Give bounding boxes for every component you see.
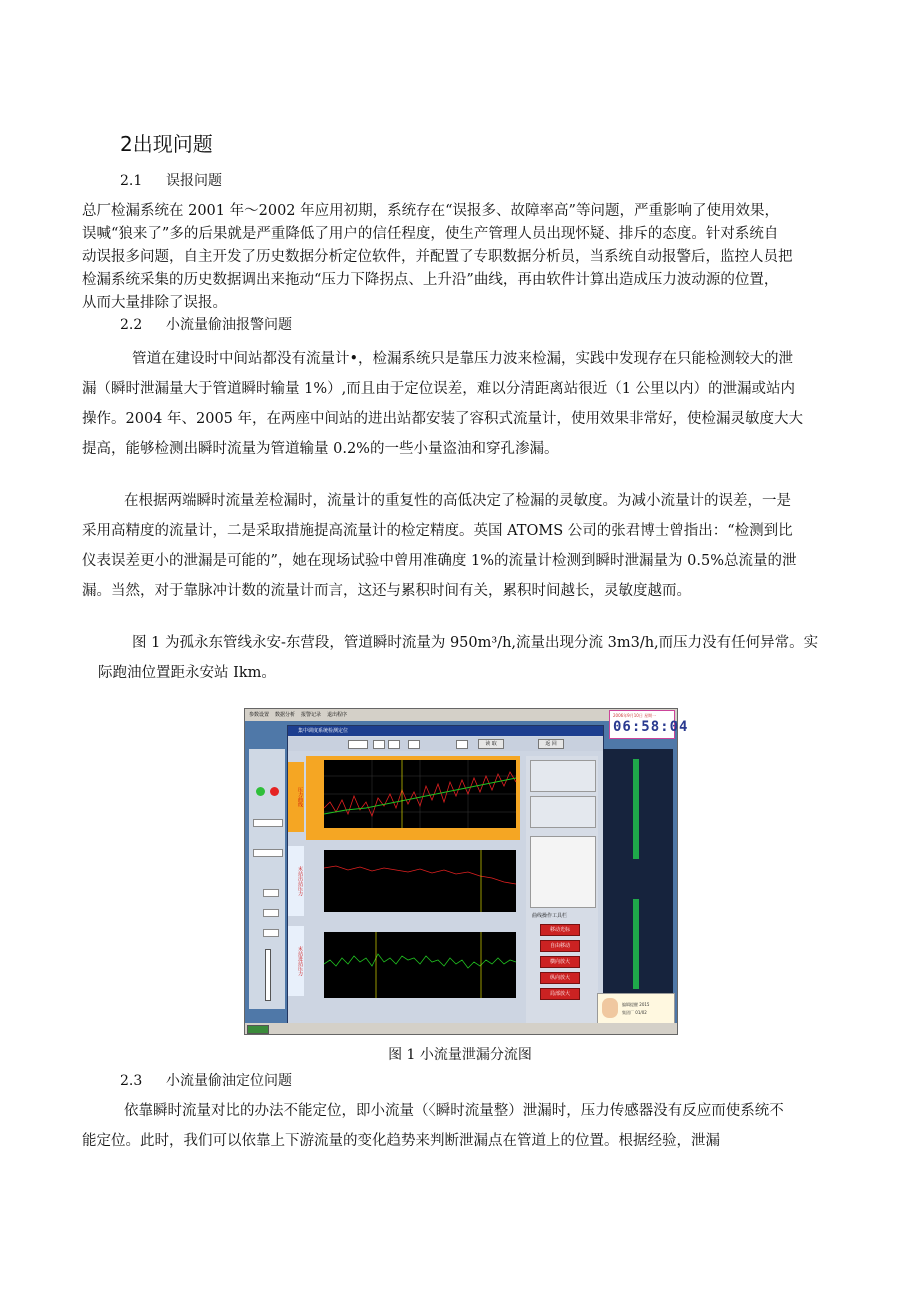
subsection-2-1-heading [120, 170, 222, 190]
paragraph-small-flow-alarm [82, 344, 862, 464]
start-button[interactable] [247, 1025, 269, 1034]
section-title: 出现问题 [132, 132, 213, 156]
text-line: 误喊“狼来了”多的后果就是严重降低了用户的信任程度，使生产管理人员出现怀疑、排斥的态度。针对系统自 [82, 226, 779, 242]
avatar-icon [602, 998, 618, 1018]
outbound-pressure-chart [306, 848, 520, 924]
inbound-pressure-chart [306, 930, 520, 1010]
text-line: 提高，能够检测出瞬时流量为管道输量 0.2%的一些小量盗油和穿孔渗漏。 [82, 441, 559, 457]
pressure-trend-chart [306, 756, 520, 840]
left-status-panel [249, 749, 285, 1009]
text-line: 际跑油位置距永安站 Ikm。 [98, 665, 276, 681]
clock-panel [609, 710, 689, 739]
figure-caption: 图 1 小流量泄漏分流图 [388, 1047, 532, 1063]
tab-inbound-pressure[interactable]: 末站进站压力 [288, 926, 304, 996]
taskbar [245, 1023, 677, 1034]
text-line: 仪表误差更小的泄漏是可能的”，她在现场试验中曾用准确度 1%的流量计检测到瞬时泄漏量为 0.5%总流量的泄 [82, 553, 797, 569]
text-line: 依靠瞬时流量对比的办法不能定位，即小流量（〈瞬时流量整）泄漏时，压力传感器没有反应而使系统不 [124, 1103, 784, 1119]
free-move-button[interactable]: 自由移动 [540, 940, 580, 952]
subsection-number: 2.2 [120, 317, 143, 333]
notify-line: 集团厂 01/02 [622, 1010, 647, 1015]
subsection-title: 误报问题 [166, 173, 222, 189]
dialog-toolbar [288, 737, 603, 751]
text-line: 图 1 为孤永东管线永安-东营段，管道瞬时流量为 950m³/h,流量出现分流 3m3/h,而压力没有任何异常。实 [132, 635, 819, 651]
figure-leak-screenshot [244, 708, 689, 1035]
subsection-title: 小流量偷油定位问题 [166, 1073, 292, 1089]
section-number: 2 [120, 132, 133, 156]
subsection-2-2-heading [120, 314, 292, 334]
curve-tools-panel [526, 756, 598, 1026]
dialog-title: 集中调度系统检测定位 [298, 728, 349, 734]
text-line: 操作。2004 年、2005 年，在两座中间站的进出站都安装了容积式流量计，使用效果非常好，使检漏灵敏度大大 [82, 411, 804, 427]
text-line: 在根据两端瞬时流量差检漏时，流量计的重复性的高低决定了检漏的灵敏度。为减小流量计的误差，一是 [124, 493, 791, 509]
back-button[interactable]: 返 回 [538, 739, 564, 749]
text-line: 管道在建设时中间站都没有流量计•，检漏系统只是靠压力波来检漏，实践中发现存在只能检测较大的泄 [132, 351, 794, 367]
alarm-led-icon [270, 787, 279, 796]
level-gauge [265, 949, 271, 1001]
right-monitor-strip [603, 749, 673, 1009]
menu-item: 数据分析 [275, 712, 296, 718]
notify-line: 编辑提醒 2015 [622, 1002, 650, 1007]
paragraph-flowmeter-precision [82, 486, 862, 606]
text-line: 能定位。此时，我们可以依靠上下游流量的变化趋势来判断泄漏点在管道上的位置。根据经验，泄漏 [82, 1133, 720, 1149]
dialog-title-bar [288, 726, 603, 736]
text-line: 漏。当然，对于靠脉冲计数的流量计而言，这还与累积时间有关，累积时间越长，灵敏度越而。 [82, 583, 691, 599]
zoom-vertical-button[interactable]: 纵向放大 [540, 972, 580, 984]
text-line: 漏（瞬时泄漏量大于管道瞬时输量 1%）,而且由于定位误差，难以分清距离站很近（1 公里以内）的泄漏或站内 [82, 381, 796, 397]
tools-title: 曲线操作工具栏 [532, 913, 568, 919]
notification-popup[interactable] [597, 993, 675, 1025]
tab-outbound-pressure[interactable]: 末站出站压力 [288, 846, 304, 916]
text-line: 采用高精度的流量计，二是采取措施提高流量计的检定精度。英国 ATOMS 公司的张君博士曾指出：“检测到比 [82, 523, 793, 539]
subsection-number: 2.1 [120, 173, 143, 189]
subsection-2-3-heading [120, 1070, 292, 1090]
text-line: 检漏系统采集的历史数据调出来拖动“压力下降拐点、上升沿”曲线，再由软件计算出造成压力波动源的位置， [82, 272, 779, 288]
tab-pressure-curve[interactable]: 压力曲线 [288, 762, 304, 832]
menu-item: 退出程序 [327, 712, 348, 718]
paragraph-figure-intro [88, 628, 864, 688]
zoom-horizontal-button[interactable]: 横向放大 [540, 956, 580, 968]
zoom-local-button[interactable]: 局部放大 [540, 988, 580, 1000]
read-button[interactable]: 读 取 [478, 739, 504, 749]
section-heading [120, 128, 213, 157]
paragraph-false-alarm [82, 200, 862, 315]
analysis-dialog [287, 725, 604, 1027]
menu-item: 报警记录 [301, 712, 322, 718]
text-line: 动误报多问题，自主开发了历史数据分析定位软件，并配置了专职数据分析员，当系统自动报警后，监控人员把 [82, 249, 793, 265]
clock-date: 2006年9月10日 星期一 [613, 713, 657, 718]
text-line: 从而大量排除了误报。 [82, 295, 227, 311]
subsection-number: 2.3 [120, 1073, 143, 1089]
move-cursor-button[interactable]: 移动光标 [540, 924, 580, 936]
paragraph-small-flow-location [82, 1096, 862, 1156]
clock-time: 06:58:04 [613, 719, 689, 735]
status-led-icon [256, 787, 265, 796]
menu-item: 参数设置 [249, 712, 270, 718]
subsection-title: 小流量偷油报警问题 [166, 317, 292, 333]
text-line: 总厂检漏系统在 2001 年～2002 年应用初期，系统存在“误报多、故障率高”等问题，严重影响了使用效果， [82, 203, 779, 219]
